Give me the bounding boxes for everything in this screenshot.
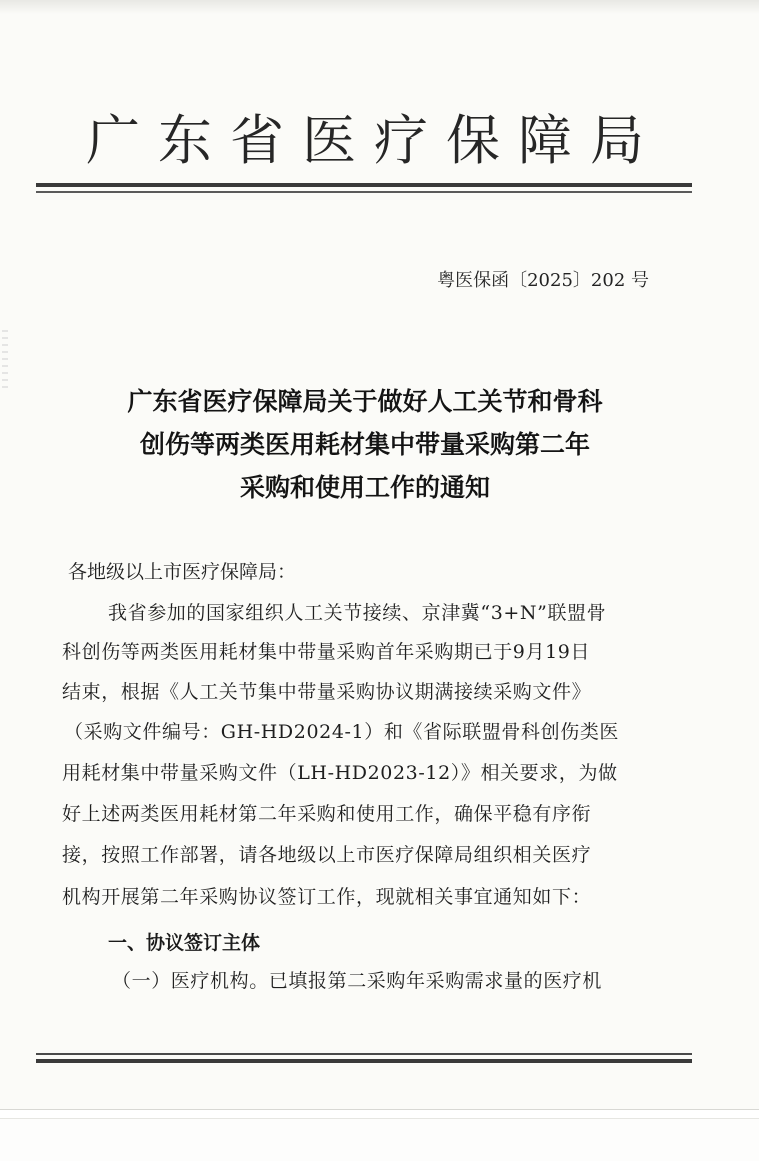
footer-rule-thick bbox=[36, 1059, 692, 1063]
next-page-edge bbox=[0, 1118, 759, 1161]
paragraph-line: 我省参加的国家组织人工关节接续、京津冀“3+N”联盟骨 bbox=[108, 602, 607, 624]
agency-char: 广 bbox=[86, 108, 140, 172]
scan-specks bbox=[2, 330, 8, 390]
document-number: 粤医保函〔2025〕202 号 bbox=[437, 270, 649, 291]
scan-shadow bbox=[0, 0, 759, 14]
title-line: 创伤等两类医用耗材集中带量采购第二年 bbox=[139, 430, 590, 459]
salutation: 各地级以上市医疗保障局： bbox=[68, 561, 297, 583]
agency-char: 医 bbox=[302, 108, 356, 172]
agency-char: 障 bbox=[518, 108, 572, 172]
paragraph-line: 用耗材集中带量采购文件（LH-HD2023-12）》相关要求，为做 bbox=[62, 762, 618, 784]
page-edge bbox=[0, 1109, 759, 1110]
agency-char: 局 bbox=[590, 108, 644, 172]
section-heading: 一、协议签订主体 bbox=[108, 932, 261, 954]
paragraph-line: 好上述两类医用耗材第二年采购和使用工作，确保平稳有序衔 bbox=[62, 803, 592, 825]
footer-rule-thin bbox=[36, 1053, 692, 1055]
paragraph-line: 结束，根据《人工关节集中带量采购协议期满接续采购文件》 bbox=[62, 681, 592, 703]
agency-char: 疗 bbox=[374, 108, 428, 172]
agency-char: 东 bbox=[158, 108, 212, 172]
agency-char: 省 bbox=[230, 108, 284, 172]
paragraph-line: 科创伤等两类医用耗材集中带量采购首年采购期已于9月19日 bbox=[62, 641, 591, 663]
document-title bbox=[60, 380, 670, 509]
title-line: 广东省医疗保障局关于做好人工关节和骨科 bbox=[127, 387, 603, 416]
title-line: 采购和使用工作的通知 bbox=[239, 473, 490, 502]
header-rule-thick bbox=[36, 183, 692, 187]
paragraph-line: 接，按照工作部署，请各地级以上市医疗保障局组织相关医疗 bbox=[62, 844, 592, 866]
agency-char: 保 bbox=[446, 108, 500, 172]
paragraph-line: （采购文件编号：GH-HD2024-1）和《省际联盟骨科创伤类医 bbox=[64, 721, 620, 743]
paragraph-line: 机构开展第二年采购协议签订工作，现就相关事宜通知如下： bbox=[62, 886, 592, 908]
header-rule-thin bbox=[36, 191, 692, 193]
agency-header bbox=[40, 96, 690, 176]
section-subitem: （一）医疗机构。已填报第二采购年采购需求量的医疗机 bbox=[112, 970, 603, 992]
